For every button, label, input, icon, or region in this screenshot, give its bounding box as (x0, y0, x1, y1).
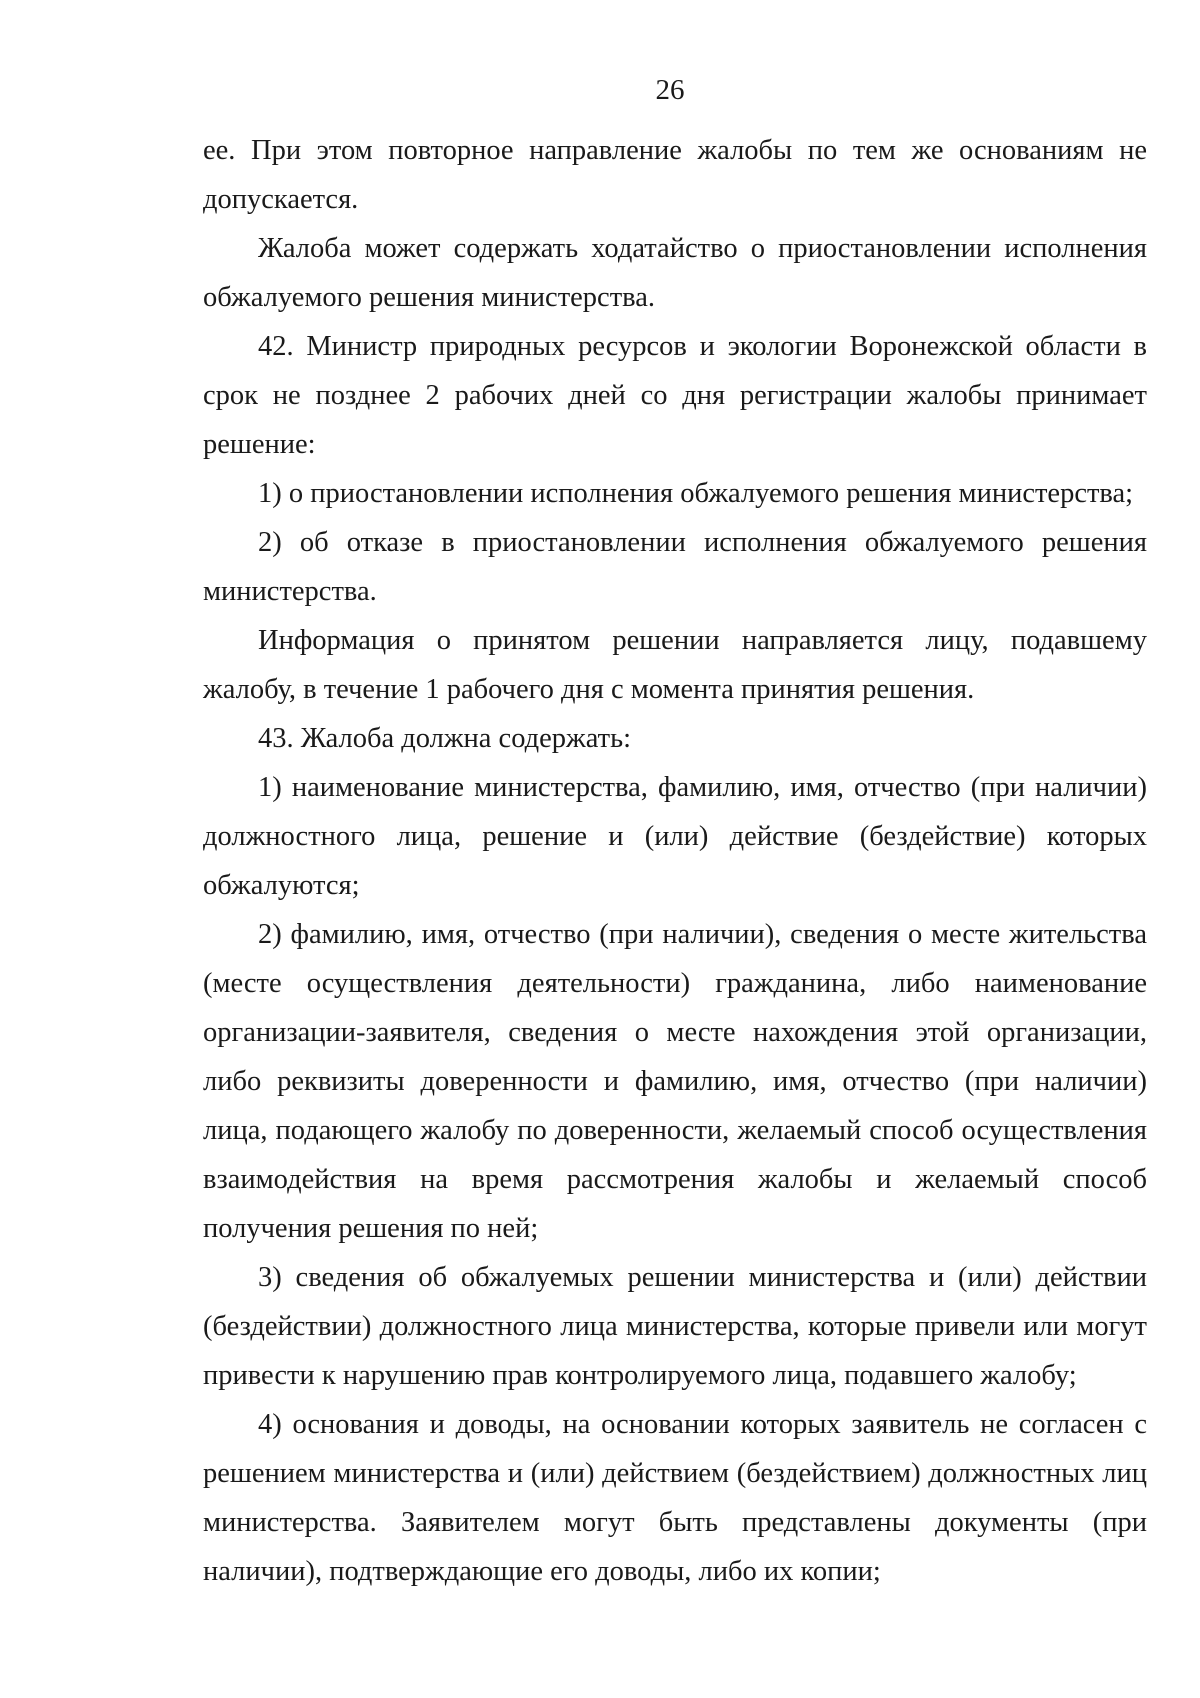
paragraph-decision-info: Информация о принятом решении направляется лицу, подавшему жалобу, в течение 1 рабочего дня с момента принятия решения. (203, 625, 1147, 705)
paragraph-continuation: ее. При этом повторное направление жалобы по тем же основаниям не допускается. (203, 135, 1147, 215)
paragraph-item-42-2: 2) об отказе в приостановлении исполнения обжалуемого решения министерства. (203, 527, 1147, 607)
paragraph-item-43-3: 3) сведения об обжалуемых решении министерства и (или) действии (бездействии) должностного лица министерства, которые привели или могут привести к нарушению прав контролируемого лица, подавшего жалобу; (203, 1262, 1147, 1391)
paragraph-item-43-2: 2) фамилию, имя, отчество (при наличии), сведения о месте жительства (месте осуществления деятельности) гражданина, либо наименование организации-заявителя, сведения о месте нахождения этой организации, либо реквизиты доверенности и фамилию, имя, отчество (при наличии) лица, подающего жалобу по доверенности, желаемый способ осуществления взаимодействия на время рассмотрения жалобы и желаемый способ получения решения по ней; (203, 919, 1147, 1244)
paragraph-item-43-1: 1) наименование министерства, фамилию, имя, отчество (при наличии) должностного лица, решение и (или) действие (бездействие) которых обжалуются; (203, 772, 1147, 901)
page-number: 26 (655, 74, 685, 106)
paragraph-item-43: 43. Жалоба должна содержать: (258, 723, 631, 754)
paragraph-item-42-1: 1) о приостановлении исполнения обжалуемого решения министерства; (258, 478, 1134, 509)
paragraph-petition: Жалоба может содержать ходатайство о приостановлении исполнения обжалуемого решения министерства. (203, 233, 1147, 313)
document-body (203, 126, 1147, 1596)
paragraph-item-42: 42. Министр природных ресурсов и экологии Воронежской области в срок не позднее 2 рабочих дней со дня регистрации жалобы принимает решение: (203, 331, 1147, 460)
paragraph-item-43-4: 4) основания и доводы, на основании которых заявитель не согласен с решением министерства и (или) действием (бездействием) должностных лиц министерства. Заявителем могут быть представлены документы (при наличии), подтверждающие его доводы, либо их копии; (203, 1409, 1147, 1587)
